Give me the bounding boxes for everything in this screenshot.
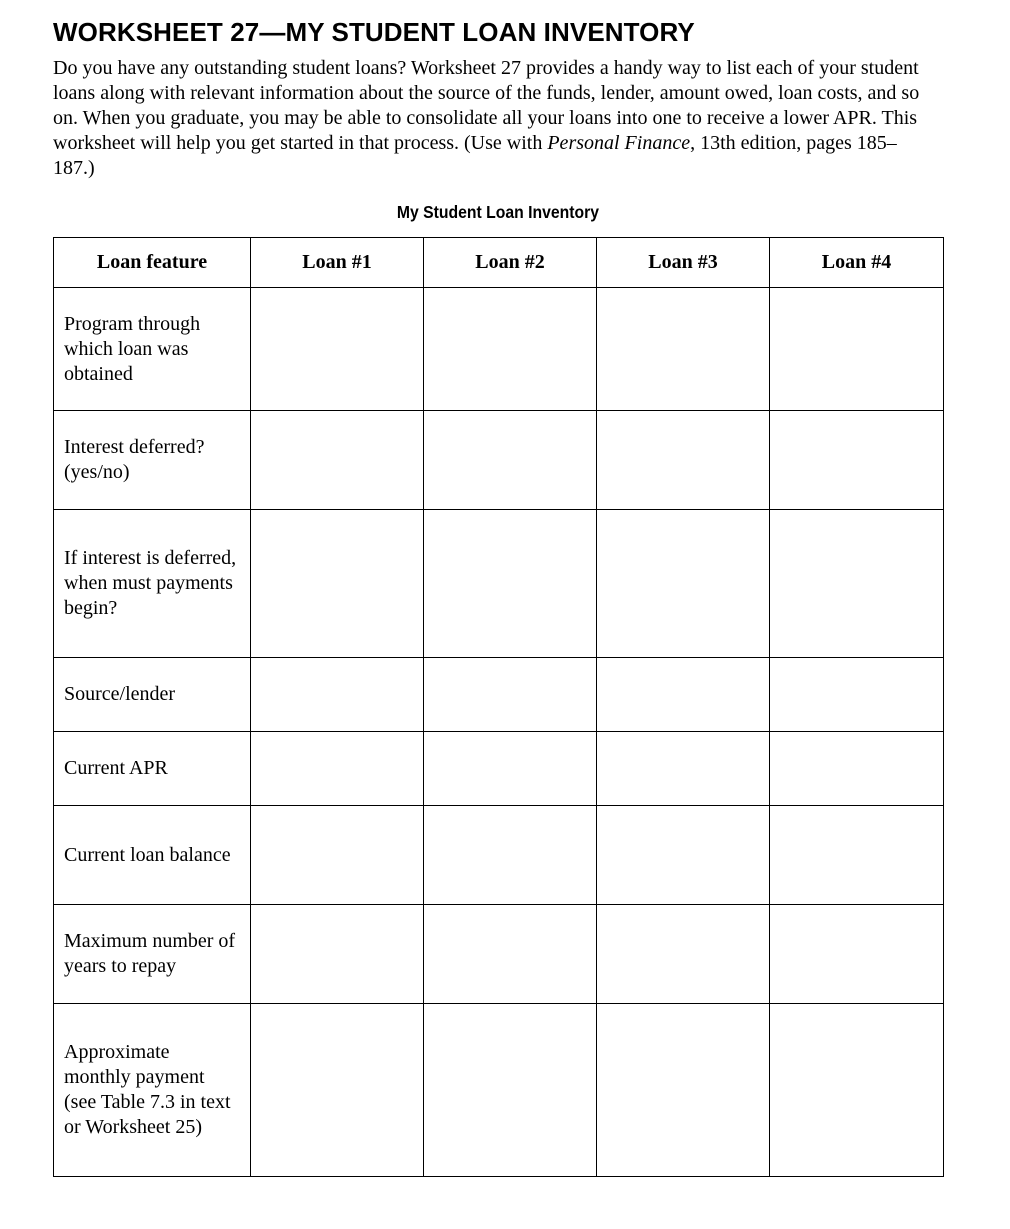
cell-loan-2[interactable] xyxy=(424,732,597,806)
cell-loan-1[interactable] xyxy=(251,732,424,806)
cell-loan-4[interactable] xyxy=(770,288,944,411)
cell-loan-3[interactable] xyxy=(597,288,770,411)
table-row xyxy=(54,1004,944,1177)
table-row xyxy=(54,732,944,806)
cell-loan-3[interactable] xyxy=(597,411,770,510)
cell-loan-1[interactable] xyxy=(251,411,424,510)
intro-tail: , 13th edition, pages 185–187.) xyxy=(53,132,897,179)
worksheet-title: WORKSHEET 27—MY STUDENT LOAN INVENTORY xyxy=(53,17,695,47)
table-row xyxy=(54,905,944,1004)
cell-loan-2[interactable] xyxy=(424,510,597,658)
book-title: Personal Finance xyxy=(547,132,691,154)
cell-loan-3[interactable] xyxy=(597,806,770,905)
cell-loan-3[interactable] xyxy=(597,510,770,658)
cell-loan-4[interactable] xyxy=(770,658,944,732)
intro-paragraph xyxy=(53,56,938,181)
feature-current-apr: Current APR xyxy=(54,732,251,806)
cell-loan-4[interactable] xyxy=(770,806,944,905)
header-loan-2: Loan #2 xyxy=(424,238,597,288)
cell-loan-1[interactable] xyxy=(251,1004,424,1177)
header-loan-1: Loan #1 xyxy=(251,238,424,288)
feature-program: Program through which loan was obtained xyxy=(54,288,251,411)
feature-interest-deferred: Interest deferred? (yes/no) xyxy=(54,411,251,510)
cell-loan-4[interactable] xyxy=(770,411,944,510)
cell-loan-2[interactable] xyxy=(424,411,597,510)
feature-years-to-repay: Maximum number of years to repay xyxy=(54,905,251,1004)
cell-loan-2[interactable] xyxy=(424,288,597,411)
table-caption: My Student Loan Inventory xyxy=(396,202,600,222)
feature-payments-begin: If interest is deferred, when must payments begin? xyxy=(54,510,251,658)
header-loan-3: Loan #3 xyxy=(597,238,770,288)
cell-loan-2[interactable] xyxy=(424,905,597,1004)
cell-loan-4[interactable] xyxy=(770,905,944,1004)
cell-loan-3[interactable] xyxy=(597,905,770,1004)
cell-loan-2[interactable] xyxy=(424,658,597,732)
table-row xyxy=(54,806,944,905)
table-row xyxy=(54,658,944,732)
cell-loan-4[interactable] xyxy=(770,510,944,658)
intro-text: Do you have any outstanding student loans? Worksheet 27 provides a handy way to list each of your student loans along with relevant information about the source of the funds, lender, amount owed, loan costs, and so on. When you graduate, you may be able to consolidate all your loans into one to receive a lower APR. This worksheet will help you get started in that process. (Use with xyxy=(53,57,920,154)
cell-loan-3[interactable] xyxy=(597,732,770,806)
header-row xyxy=(54,238,944,288)
table-row xyxy=(54,510,944,658)
cell-loan-1[interactable] xyxy=(251,905,424,1004)
cell-loan-3[interactable] xyxy=(597,658,770,732)
worksheet-page xyxy=(53,14,943,1138)
cell-loan-1[interactable] xyxy=(251,806,424,905)
header-loan-feature: Loan feature xyxy=(54,238,251,288)
cell-loan-3[interactable] xyxy=(597,1004,770,1177)
table-row xyxy=(54,411,944,510)
feature-loan-balance: Current loan balance xyxy=(54,806,251,905)
cell-loan-1[interactable] xyxy=(251,510,424,658)
cell-loan-2[interactable] xyxy=(424,1004,597,1177)
feature-monthly-payment: Approximate monthly payment (see Table 7.3 in text or Worksheet 25) xyxy=(54,1004,251,1177)
feature-source-lender: Source/lender xyxy=(54,658,251,732)
cell-loan-4[interactable] xyxy=(770,1004,944,1177)
cell-loan-1[interactable] xyxy=(251,658,424,732)
header-loan-4: Loan #4 xyxy=(770,238,944,288)
loan-inventory-table xyxy=(53,237,944,1177)
cell-loan-4[interactable] xyxy=(770,732,944,806)
cell-loan-1[interactable] xyxy=(251,288,424,411)
table-row xyxy=(54,288,944,411)
cell-loan-2[interactable] xyxy=(424,806,597,905)
